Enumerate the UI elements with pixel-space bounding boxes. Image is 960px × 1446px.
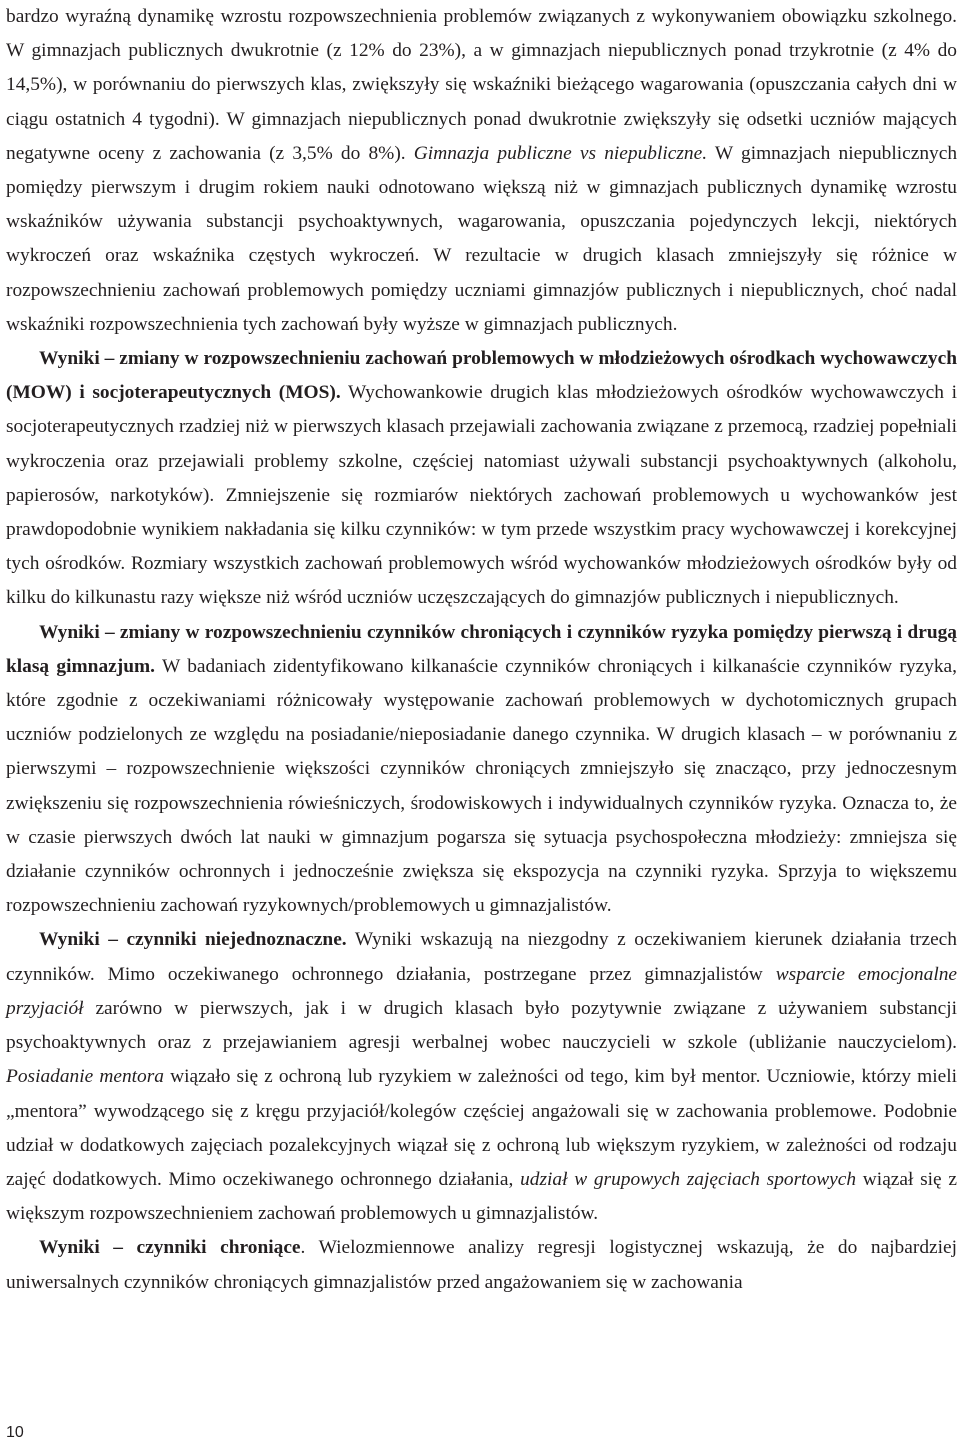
term-friend-support: wsparcie emocjonalne przyjaciół [6, 963, 958, 1019]
paragraph-ambiguous-factors [6, 923, 957, 1231]
paragraph-text: wiązał się z większym rozpowszechnieniem zachowań problemowych u gimnazjalistów. [6, 1168, 957, 1225]
paragraph-text: W gimnazjach niepublicznych pomiędzy pierwszym i drugim rokiem nauki odnotowano większą niż w gimnazjach publicznych dynamikę wzrostu wskaźników używania substancji psychoaktywnych, wagarowania, opuszczania pojedynczych lekcji, niektórych wykroczeń oraz wskaźnika częstych wykroczeń. W rezultacie w drugich klasach zmniejszyły się różnice w rozpowszechnieniu zachowań problemowych pomiędzy uczniami gimnazjów publicznych i niepublicznych, choć nadal wskaźniki rozpowszechnienia tych zachowań były wyższe w gimnazjach publicznych. [6, 142, 958, 335]
paragraph-text: W badaniach zidentyfikowano kilkanaście czynników chroniących i kilkanaście czynników ryzyka, które zgodnie z oczekiwaniami różnicowały występowanie zachowań problemowych w dychotomicznych grupach uczniów podzielonych ze względu na posiadanie/nieposiadanie danego czynnika. W drugich klasach – w porównaniu z pierwszymi – rozpowszechnienie większości czynników chroniących zmniejszyło się znacząco, przy jednoczesnym zwiększeniu się rozpowszechnienia rówieśniczych, środowiskowych i indywidualnych czynników ryzyka. Oznacza to, że w czasie pierwszych dwóch lat nauki w gimnazjum pogarsza się sytuacja psychospołeczna młodzieży: zmniejsza się działanie czynników ochronnych i jednocześnie zwiększa się ekspozycja na czynniki ryzyka. Sprzyja to większemu rozpowszechnieniu zachowań ryzykownych/problemowych u gimnazjalistów. [6, 655, 957, 917]
paragraph-school-obligation-trends [6, 0, 957, 342]
paragraph-text: zarówno w pierwszych, jak i w drugich klasach było pozytywnie związane z używaniem substancji psychoaktywnych oraz z przejawianiem agresji werbalnej wobec nauczycieli w szkole (ubliżanie nauczycielom). [6, 997, 957, 1054]
document-body [6, 0, 957, 1300]
term-group-sports: udział w grupowych zajęciach sportowych [520, 1168, 857, 1190]
subheading-public-vs-private: Gimnazja publiczne vs niepubliczne. [413, 142, 708, 164]
paragraph-text: wiązało się z ochroną lub ryzykiem w zależności od tego, kim był mentor. Uczniowie, którzy mieli „mentora” wywodzącego się z kręgu przyjaciół/kolegów częściej angażowali się w zachowania problemowe. Podobnie udział w dodatkowych zajęciach pozalekcyjnych wiązał się z ochroną lub większym ryzykiem, w zależności od rodzaju zajęć dodatkowych. Mimo oczekiwanego ochronnego działania, [6, 1066, 957, 1190]
term-mentor: Posiadanie mentora [6, 1066, 164, 1088]
paragraph-text: Wychowankowie drugich klas młodzieżowych ośrodków wychowawczych i socjoterapeutycznych rzadziej niż w pierwszych klasach przejawiali zachowania związane z przemocą, rzadziej popełniali wykroczenia oraz przejawiali problemy szkolne, częściej natomiast używali substancji psychoaktywnych (alkoholu, papierosów, narkotyków). Zmniejszenie się rozmiarów niektórych zachowań problemowych u wychowanków jest prawdopodobnie wynikiem nakładania się kilku czynników: w tym przede wszystkim pracy wychowawczej i korekcyjnej tych ośrodków. Rozmiary wszystkich zachowań problemowych wśród wychowanków młodzieżowych ośrodków były od kilku do kilkunastu razy większe niż wśród uczniów uczęszczających do gimnazjów publicznych i niepublicznych. [6, 382, 958, 609]
page-number: 10 [6, 1424, 24, 1441]
paragraph-text: . Wielozmiennowe analizy regresji logistycznej wskazują, że do najbardziej uniwersalnych czynników chroniących gimnazjalistów przed angażowaniem się w zachowania [6, 1237, 958, 1293]
paragraph-protective-factors [6, 1231, 957, 1299]
paragraph-text: Wyniki wskazują na niezgodny z oczekiwaniem kierunek działania trzech czynników. Mimo oczekiwanego ochronnego działania, postrzegane przez gimnazjalistów [6, 929, 957, 985]
section-lead-mow-mos: Wyniki – zmiany w rozpowszechnieniu zachowań problemowych w młodzieżowych ośrodkach wychowawczych (MOW) i socjoterapeutycznych (MOS). [6, 348, 957, 404]
section-lead-ambiguous: Wyniki – czynniki niejednoznaczne. [39, 929, 347, 951]
section-lead-protective-risk: Wyniki – zmiany w rozpowszechnieniu czynników chroniących i czynników ryzyka pomiędzy pierwszą i drugą klasą gimnazjum. [6, 621, 957, 677]
paragraph-protective-risk-factors [6, 616, 957, 924]
paragraph-mow-mos-results [6, 342, 957, 616]
paragraph-text: bardzo wyraźną dynamikę wzrostu rozpowszechnienia problemów związanych z wykonywaniem obowiązku szkolnego. W gimnazjach publicznych dwukrotnie (z 12% do 23%), a w gimnazjach niepublicznych ponad trzykrotnie (z 4% do 14,5%), w porównaniu do pierwszych klas, zwiększyły się wskaźniki bieżącego wagarowania (opuszczania całych dni w ciągu ostatnich 4 tygodni). W gimnazjach niepublicznych ponad dwukrotnie zwiększyły się odsetki uczniów mających negatywne oceny z zachowania (z 3,5% do 8%). [6, 6, 957, 164]
section-lead-protective: Wyniki – czynniki chroniące [39, 1237, 301, 1259]
